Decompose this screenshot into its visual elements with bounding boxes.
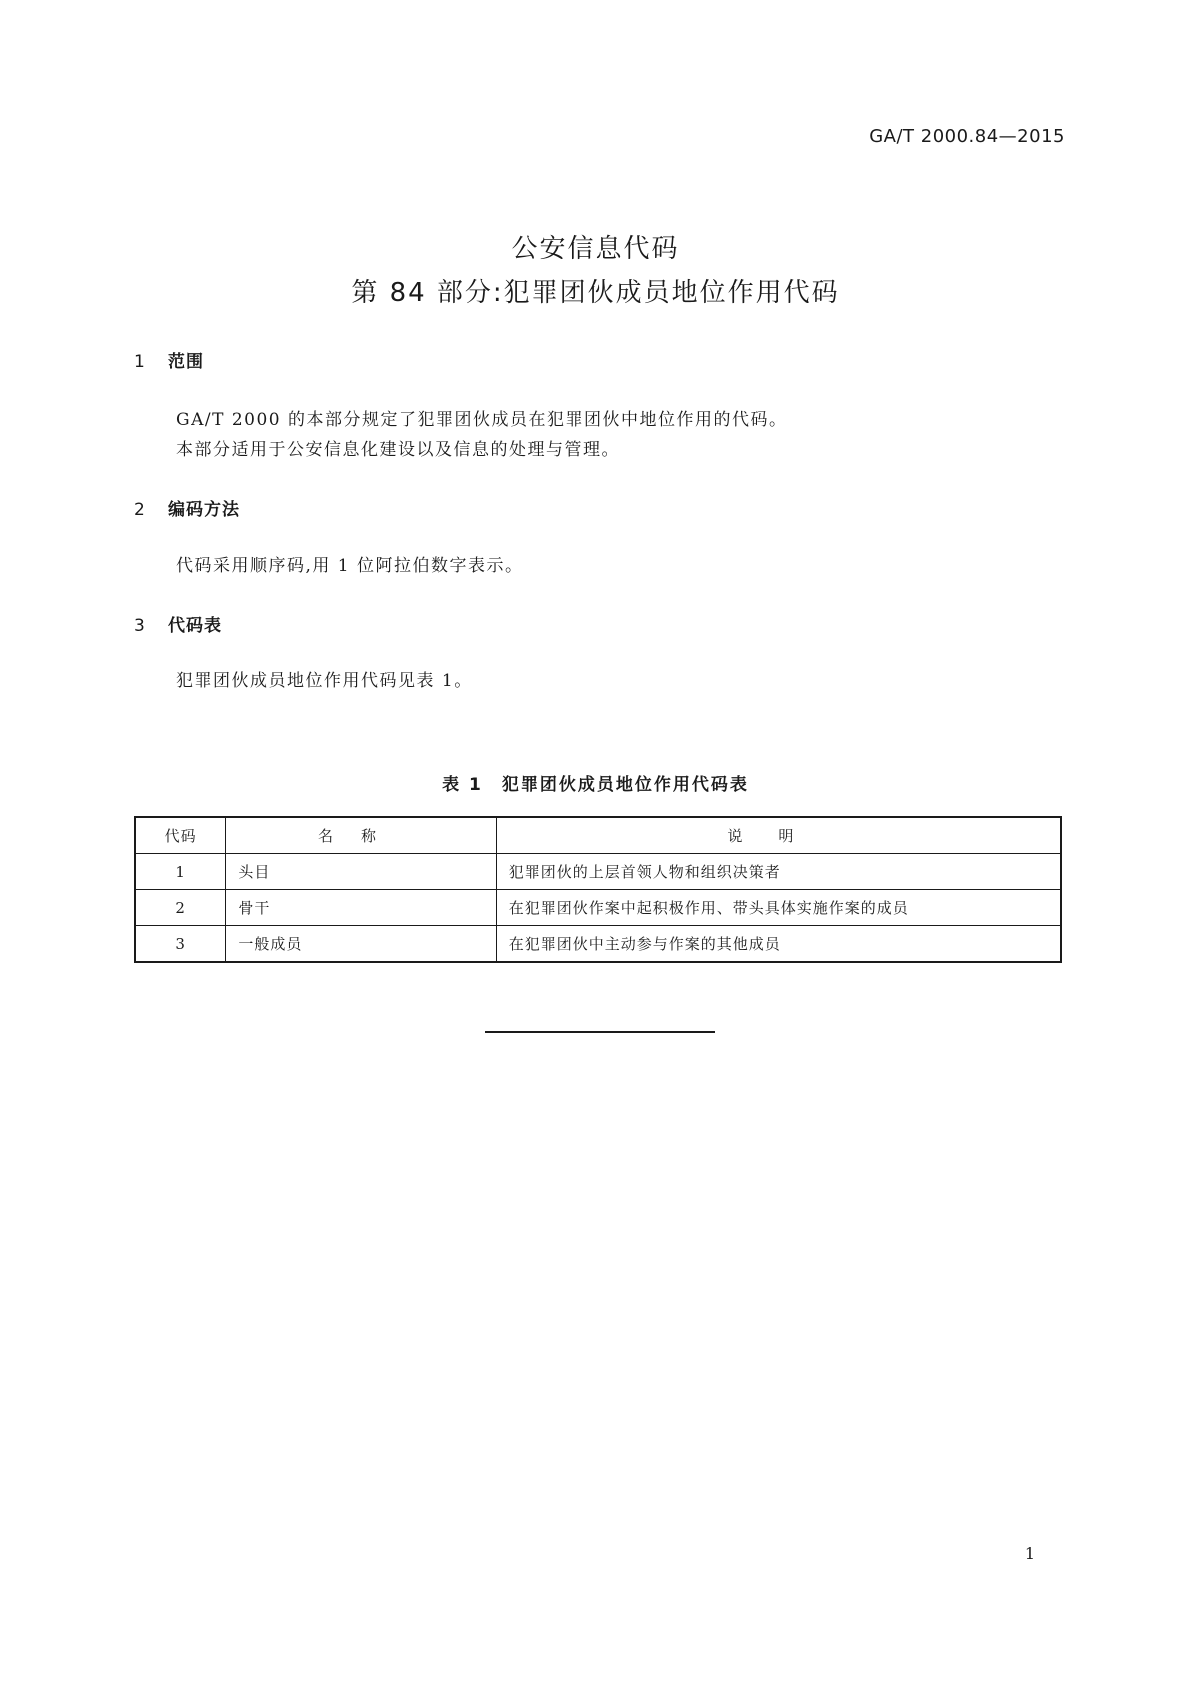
paragraph: GA/T 2000 的本部分规定了犯罪团伙成员在犯罪团伙中地位作用的代码。 — [176, 410, 788, 430]
column-header-description: 说明 — [496, 817, 1061, 854]
cell-name: 一般成员 — [226, 926, 496, 963]
paragraph: 犯罪团伙成员地位作用代码见表 1。 — [176, 671, 473, 691]
table-row — [135, 890, 1061, 926]
section-title: 代码表 — [168, 616, 222, 636]
cell-code: 3 — [135, 926, 226, 963]
document-title: 公安信息代码 — [511, 234, 680, 264]
paragraph: 代码采用顺序码,用 1 位阿拉伯数字表示。 — [176, 556, 524, 576]
table-header-row — [135, 817, 1061, 854]
standard-code: GA/T 2000.84—2015 — [869, 126, 1065, 147]
code-table — [134, 816, 1062, 963]
cell-description: 在犯罪团伙作案中起积极作用、带头具体实施作案的成员 — [496, 890, 1061, 926]
cell-name: 骨干 — [226, 890, 496, 926]
document-subtitle: 第 84 部分:犯罪团伙成员地位作用代码 — [351, 278, 840, 308]
end-divider — [485, 1031, 715, 1033]
paragraph: 本部分适用于公安信息化建设以及信息的处理与管理。 — [176, 440, 620, 460]
section-title: 编码方法 — [168, 500, 240, 520]
column-header-code: 代码 — [135, 817, 226, 854]
section-number: 3 — [134, 616, 146, 636]
cell-code: 2 — [135, 890, 226, 926]
section-title: 范围 — [168, 352, 204, 372]
column-header-name: 名称 — [226, 817, 496, 854]
cell-description: 犯罪团伙的上层首领人物和组织决策者 — [496, 854, 1061, 890]
section-number: 2 — [134, 500, 146, 520]
page-number: 1 — [1024, 1544, 1035, 1563]
cell-code: 1 — [135, 854, 226, 890]
table-row — [135, 854, 1061, 890]
table-caption: 表 1 犯罪团伙成员地位作用代码表 — [442, 775, 749, 795]
section-heading-coding-method — [134, 495, 240, 520]
section-heading-code-table — [134, 611, 222, 636]
cell-description: 在犯罪团伙中主动参与作案的其他成员 — [496, 926, 1061, 963]
cell-name: 头目 — [226, 854, 496, 890]
table-row — [135, 926, 1061, 963]
section-number: 1 — [134, 352, 146, 372]
section-heading-scope — [134, 347, 204, 372]
